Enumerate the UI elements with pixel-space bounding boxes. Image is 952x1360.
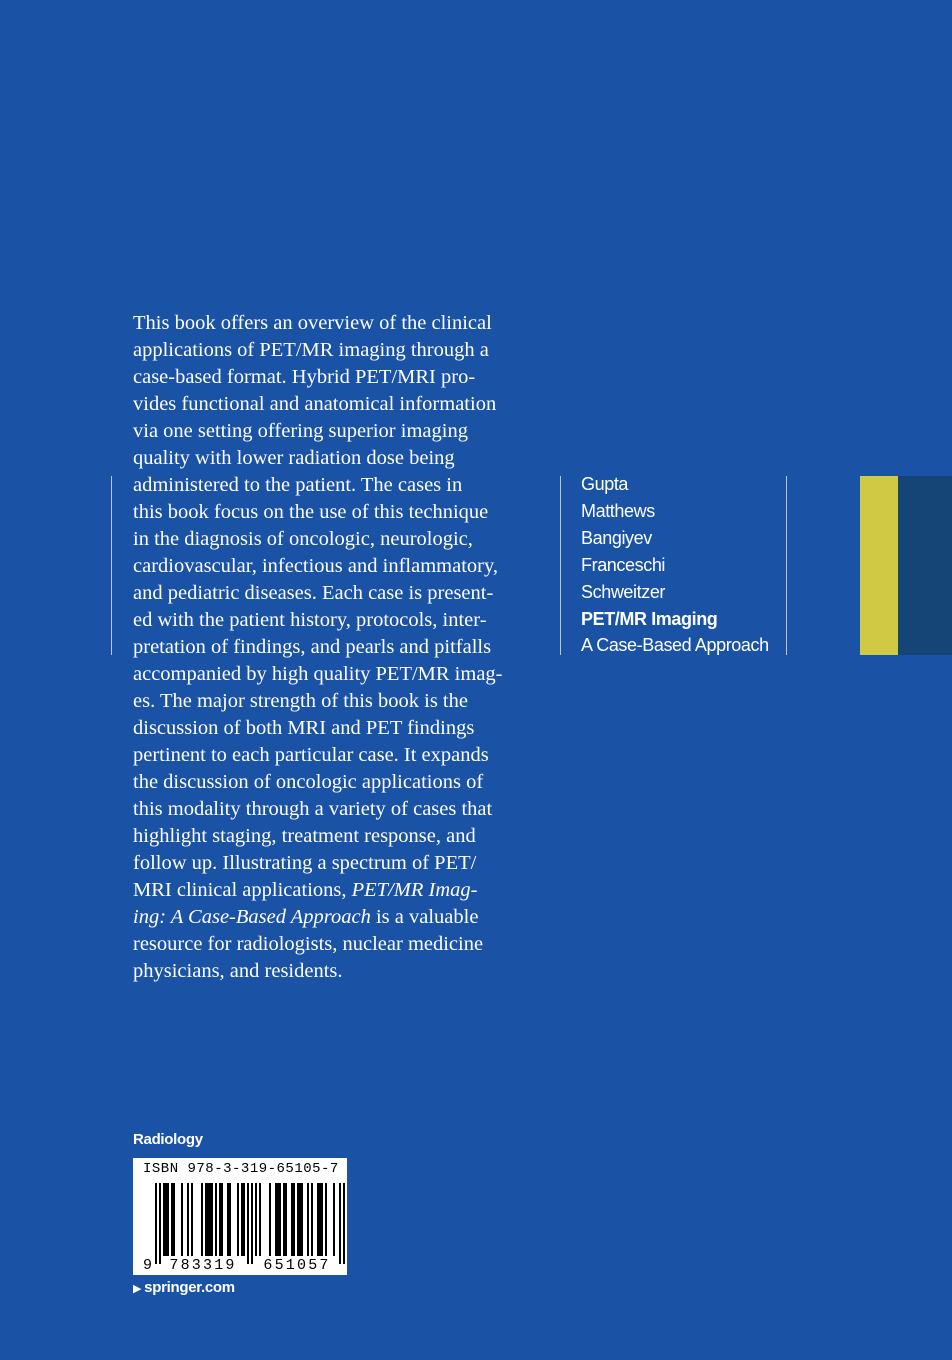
book-subtitle: A Case-Based Approach — [581, 635, 769, 656]
author-name: Matthews — [581, 500, 655, 521]
yellow-color-band — [860, 476, 898, 655]
barcode-bar — [283, 1183, 285, 1256]
blurb-line: case-based format. Hybrid PET/MRI pro- — [133, 366, 476, 388]
barcode-bar — [159, 1183, 161, 1264]
barcode-bar — [191, 1183, 193, 1256]
blurb-line: physicians, and residents. — [133, 960, 343, 982]
barcode-bar — [255, 1183, 257, 1256]
barcode-bar — [165, 1183, 167, 1256]
blurb-line: cardiovascular, infectious and inflammatory, — [133, 555, 499, 577]
author-name: Bangiyev — [581, 527, 652, 548]
barcode-bar — [221, 1183, 223, 1256]
barcode-bar — [247, 1183, 249, 1264]
barcode-bar — [311, 1183, 313, 1256]
navy-color-band — [898, 476, 952, 655]
barcode-bar — [219, 1183, 221, 1256]
blurb-text: MRI clinical applications, — [133, 879, 352, 901]
italic-book-title: PET/MR Imag- — [351, 879, 478, 901]
isbn-barcode — [133, 1158, 347, 1275]
barcode-bar — [171, 1183, 173, 1256]
barcode-bar — [211, 1183, 213, 1256]
barcode-bar — [285, 1183, 287, 1256]
blurb-line: in the diagnosis of oncologic, neurologic, — [133, 528, 473, 550]
blurb-line: quality with lower radiation dose being — [133, 447, 455, 469]
barcode-bar — [173, 1183, 175, 1256]
barcode-bar — [163, 1183, 165, 1256]
barcode-bar — [207, 1183, 209, 1256]
barcode-bar — [333, 1183, 335, 1256]
blurb-line: This book offers an overview of the clinical — [133, 312, 492, 334]
blurb-line: the discussion of oncologic applications of — [133, 771, 484, 793]
barcode-digits: 651057 — [263, 1257, 331, 1274]
barcode-bar — [227, 1183, 229, 1256]
barcode-bar — [187, 1183, 189, 1256]
author-name: Franceschi — [581, 554, 666, 575]
barcode-bar — [237, 1183, 239, 1256]
series-label: Radiology — [133, 1131, 203, 1148]
barcode-bar — [205, 1183, 207, 1256]
blurb-line: vides functional and anatomical information — [133, 393, 497, 415]
barcode-bar — [155, 1183, 157, 1264]
barcode-bar — [319, 1183, 321, 1256]
barcode-bar — [241, 1183, 243, 1256]
blurb-line — [133, 904, 551, 931]
blurb-line: via one setting offering superior imaging — [133, 420, 468, 442]
publisher-website[interactable] — [133, 1279, 235, 1296]
isbn-number: ISBN 978-3-319-65105-7 — [143, 1161, 339, 1177]
barcode-bar — [201, 1183, 203, 1256]
barcode-bar — [275, 1183, 277, 1256]
barcode-bar — [317, 1183, 319, 1256]
blurb-line: this book focus on the use of this technique — [133, 501, 489, 523]
barcode-bar — [343, 1183, 345, 1264]
blurb-line: resource for radiologists, nuclear medicine — [133, 933, 484, 955]
blurb-text: is a valuable — [370, 906, 479, 928]
barcode-bar — [251, 1183, 253, 1264]
barcode-bar — [259, 1183, 261, 1256]
website-text: springer.com — [144, 1279, 235, 1296]
barcode-bar — [301, 1183, 303, 1256]
left-divider — [111, 476, 112, 655]
barcode-bar — [279, 1183, 281, 1256]
italic-book-title: ing: A Case-Based Approach — [133, 906, 371, 928]
barcode-bar — [321, 1183, 323, 1256]
barcode-bar — [209, 1183, 211, 1256]
barcode-bar — [243, 1183, 245, 1256]
middle-divider — [560, 476, 561, 655]
barcode-bar — [293, 1183, 295, 1256]
barcode-bar — [339, 1183, 341, 1264]
barcode-bar — [215, 1183, 217, 1256]
right-divider — [786, 476, 787, 655]
author-title-block — [581, 471, 769, 659]
description-blurb — [133, 310, 551, 985]
barcode-bar — [229, 1183, 231, 1256]
barcode-bar — [291, 1183, 293, 1256]
author-name: Schweitzer — [581, 581, 666, 602]
blurb-line: highlight staging, treatment response, and — [133, 825, 476, 847]
barcode-bar — [325, 1183, 327, 1256]
blurb-line — [133, 877, 551, 904]
blurb-line: this modality through a variety of cases that — [133, 798, 493, 820]
barcode-bar — [167, 1183, 169, 1256]
barcode-bar — [181, 1183, 183, 1256]
barcode-bar — [297, 1183, 299, 1256]
barcode-bar — [269, 1183, 271, 1256]
barcode-digits: 783319 — [169, 1257, 237, 1274]
blurb-line: accompanied by high quality PET/MR imag- — [133, 663, 503, 685]
blurb-line: ed with the patient history, protocols, inter- — [133, 609, 487, 631]
barcode-digits: 9 — [143, 1257, 155, 1274]
barcode-bar — [277, 1183, 279, 1256]
arrow-right-icon: ▶ — [133, 1283, 142, 1295]
blurb-line: es. The major strength of this book is the — [133, 690, 468, 712]
author-name: Gupta — [581, 474, 629, 494]
blurb-line: pretation of findings, and pearls and pitfalls — [133, 636, 492, 658]
blurb-line: discussion of both MRI and PET findings — [133, 717, 475, 739]
blurb-line: applications of PET/MR imaging through a — [133, 339, 489, 361]
blurb-line: and pediatric diseases. Each case is present- — [133, 582, 494, 604]
book-title: PET/MR Imaging — [581, 608, 718, 629]
blurb-line: follow up. Illustrating a spectrum of PET/ — [133, 852, 477, 874]
barcode-bar — [307, 1183, 309, 1256]
barcode-bar — [299, 1183, 301, 1256]
blurb-line: administered to the patient. The cases in — [133, 474, 463, 496]
blurb-line: pertinent to each particular case. It expands — [133, 744, 489, 766]
